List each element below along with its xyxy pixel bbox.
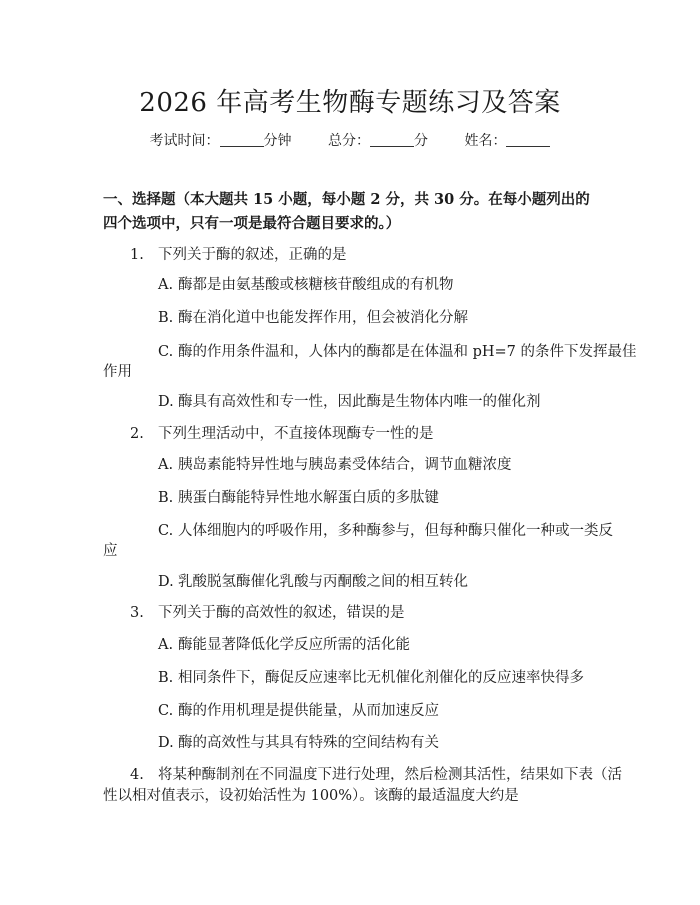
question-stem: 下列生理活动中，不直接体现酶专一性的是: [158, 426, 434, 442]
q2-option-c: [158, 519, 613, 543]
question-stem: 下列关于酶的高效性的叙述，错误的是: [158, 605, 405, 621]
option-key: C.: [158, 523, 174, 539]
question-number: 2.: [130, 426, 144, 442]
question-3: [130, 601, 405, 625]
score-unit: 分: [414, 133, 428, 149]
q1-option-c: [158, 340, 637, 364]
total-score: [328, 133, 428, 149]
q3-option-c: [158, 699, 439, 723]
q3-option-b: [158, 666, 584, 690]
q1-option-d: [158, 390, 541, 414]
time-blank: [220, 132, 264, 147]
q3-option-d: [158, 731, 439, 755]
exam-info: [0, 130, 700, 150]
option-text: 乳酸脱氢酶催化乳酸与丙酮酸之间的相互转化: [178, 574, 468, 590]
q1-option-b: [158, 306, 468, 330]
option-text: 酶的高效性与其具有特殊的空间结构有关: [178, 735, 439, 751]
option-text: 胰岛素能特异性地与胰岛素受体结合，调节血糖浓度: [178, 457, 512, 473]
option-key: D.: [158, 574, 174, 590]
q2-option-d: [158, 570, 468, 594]
option-key: D.: [158, 394, 174, 410]
q1-option-a: [158, 273, 454, 297]
question-number: 4.: [130, 767, 144, 783]
q2-option-c-continued: 应: [103, 543, 118, 559]
question-number: 1.: [130, 247, 144, 263]
option-text: 相同条件下，酶促反应速率比无机催化剂催化的反应速率快得多: [178, 670, 584, 686]
question-2: [130, 422, 434, 446]
option-key: A.: [158, 637, 174, 653]
question-stem: 将某种酶制剂在不同温度下进行处理，然后检测其活性，结果如下表（活: [158, 767, 622, 783]
exam-time: [150, 133, 292, 149]
score-blank: [370, 132, 414, 147]
option-key: B.: [158, 490, 174, 506]
option-key: A.: [158, 457, 174, 473]
option-text: 酶都是由氨基酸或核糖核苷酸组成的有机物: [178, 277, 454, 293]
name-label: 姓名：: [464, 133, 507, 149]
option-key: B.: [158, 310, 174, 326]
question-stem: 下列关于酶的叙述，正确的是: [158, 247, 347, 263]
time-unit: 分钟: [263, 133, 292, 149]
question-4-continued: 性以相对值表示，设初始活性为 100%）。该酶的最适温度大约是: [103, 788, 519, 804]
option-text: 酶能显著降低化学反应所需的活化能: [178, 637, 410, 653]
option-key: A.: [158, 277, 174, 293]
question-1: [130, 243, 347, 267]
score-label: 总分：: [328, 133, 370, 149]
option-text: 酶在消化道中也能发挥作用，但会被消化分解: [178, 310, 468, 326]
option-key: D.: [158, 735, 174, 751]
student-name: [464, 133, 550, 149]
option-text: 人体细胞内的呼吸作用，多种酶参与，但每种酶只催化一种或一类反: [178, 523, 613, 539]
option-text: 胰蛋白酶能特异性地水解蛋白质的多肽键: [178, 490, 439, 506]
option-text: 酶的作用条件温和，人体内的酶都是在体温和 pH=7 的条件下发挥最佳: [178, 344, 637, 360]
option-text: 酶的作用机理是提供能量，从而加速反应: [178, 703, 439, 719]
q1-option-c-continued: 作用: [103, 364, 132, 380]
q2-option-a: [158, 453, 512, 477]
q3-option-a: [158, 633, 410, 657]
name-blank: [506, 132, 550, 147]
section-heading: 一、选择题（本大题共 15 小题，每小题 2 分，共 30 分。在每小题列出的四个选项中，只有一项是最符合题目要求的。）: [103, 191, 590, 232]
option-key: B.: [158, 670, 174, 686]
question-number: 3.: [130, 605, 144, 621]
page-title: 2026 年高考生物酶专题练习及答案: [139, 88, 561, 118]
option-key: C.: [158, 344, 174, 360]
q2-option-b: [158, 486, 439, 510]
option-key: C.: [158, 703, 174, 719]
option-text: 酶具有高效性和专一性，因此酶是生物体内唯一的催化剂: [178, 394, 541, 410]
time-label: 考试时间：: [149, 133, 220, 149]
